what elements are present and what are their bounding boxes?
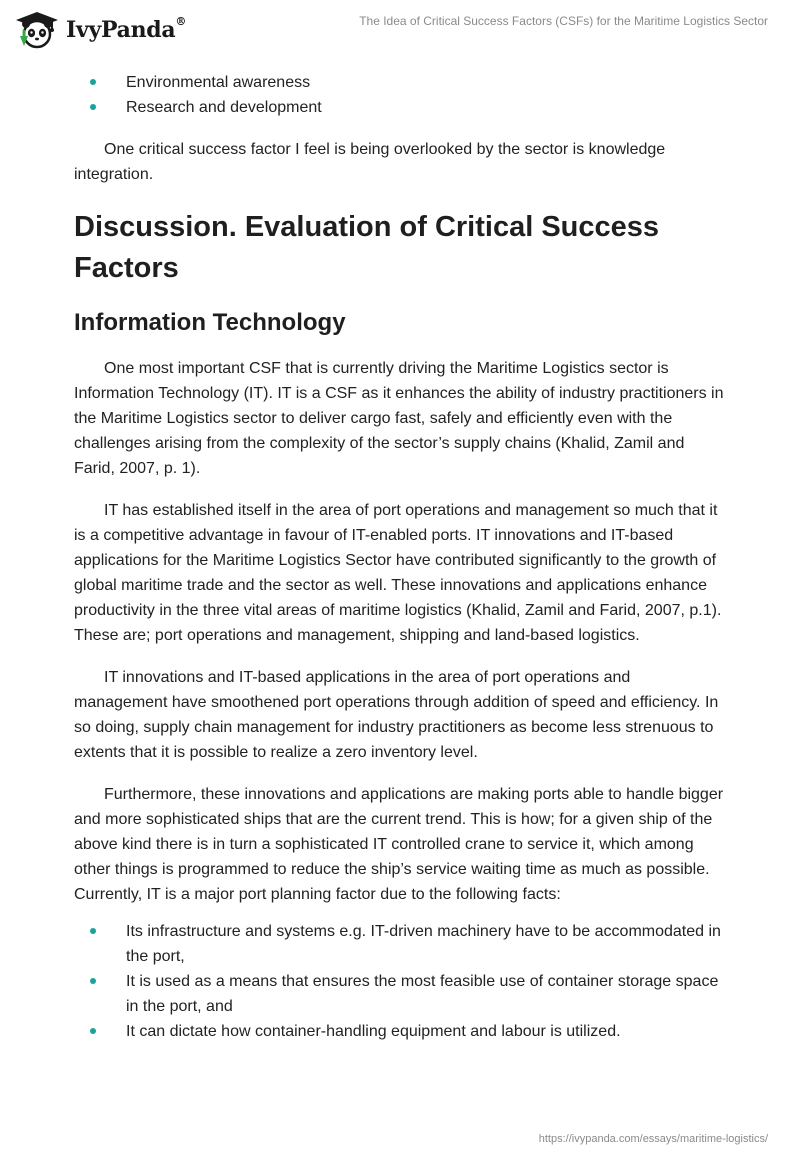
logo-wordmark: IvyPanda® xyxy=(66,15,187,43)
bullet-icon xyxy=(90,79,96,85)
panda-logo-icon xyxy=(14,10,60,50)
essay-content xyxy=(74,70,724,1044)
bullet-icon xyxy=(90,104,96,110)
heading-information-technology: Information Technology xyxy=(74,309,346,336)
source-url-link[interactable]: https://ivypanda.com/essays/maritime-logistics/ xyxy=(538,1133,768,1145)
list-item: Environmental awareness xyxy=(74,70,724,95)
document-title: The Idea of Critical Success Factors (CSFs) for the Maritime Logistics Sector xyxy=(359,14,768,28)
bullet-icon xyxy=(90,928,96,934)
ivypanda-logo[interactable] xyxy=(14,10,186,50)
page-header xyxy=(0,0,800,66)
list-item: It can dictate how container-handling equipment and labour is utilized. xyxy=(74,1019,724,1044)
paragraph-4: Furthermore, these innovations and applications are making ports able to handle bigger and more sophisticated ships that are the current trend. This is how; for a given ship of the above kind there is in turn a sophisticated IT controlled crane to service it, which among other things is programmed to reduce the ship’s service waiting time as much as possible. Currently, IT is a major port planning factor due to the following facts: xyxy=(74,786,724,903)
paragraph-2: IT has established itself in the area of port operations and management so much that it is a competitive advantage in favour of IT-enabled ports. IT innovations and IT-based applications for the Maritime Logistics Sector have contributed significantly to the growth of global maritime trade and the sector as well. These innovations and applications enhance productivity in the three vital areas of maritime logistics (Khalid, Zamil and Farid, 2007, p.1). These are; port operations and management, shipping and land-based logistics. xyxy=(74,502,722,644)
list-item: Its infrastructure and systems e.g. IT-driven machinery have to be accommodated in the port, xyxy=(74,919,724,969)
paragraph-3: IT innovations and IT-based applications in the area of port operations and management have smoothened port operations through addition of speed and efficiency. In so doing, supply chain management for industry practitioners as become less strenuous to extents that it is possible to realize a zero inventory level. xyxy=(74,669,719,761)
bullet-icon xyxy=(90,978,96,984)
list-item: Research and development xyxy=(74,95,724,120)
paragraph-intro: One critical success factor I feel is being overlooked by the sector is knowledge integration. xyxy=(74,141,666,183)
bullet-icon xyxy=(90,1028,96,1034)
bullet-list-it-facts xyxy=(74,919,724,1044)
bullet-list-top xyxy=(74,70,724,120)
paragraph-1: One most important CSF that is currently driving the Maritime Logistics sector is Information Technology (IT). IT is a CSF as it enhances the ability of industry practitioners in the Maritime Logistics sector to deliver cargo fast, safely and efficiently even with the challenges arising from the complexity of the sector’s supply chains (Khalid, Zamil and Farid, 2007, p. 1). xyxy=(74,360,724,477)
list-item: It is used as a means that ensures the most feasible use of container storage space in the port, and xyxy=(74,969,724,1019)
heading-discussion: Discussion. Evaluation of Critical Success Factors xyxy=(74,211,660,284)
